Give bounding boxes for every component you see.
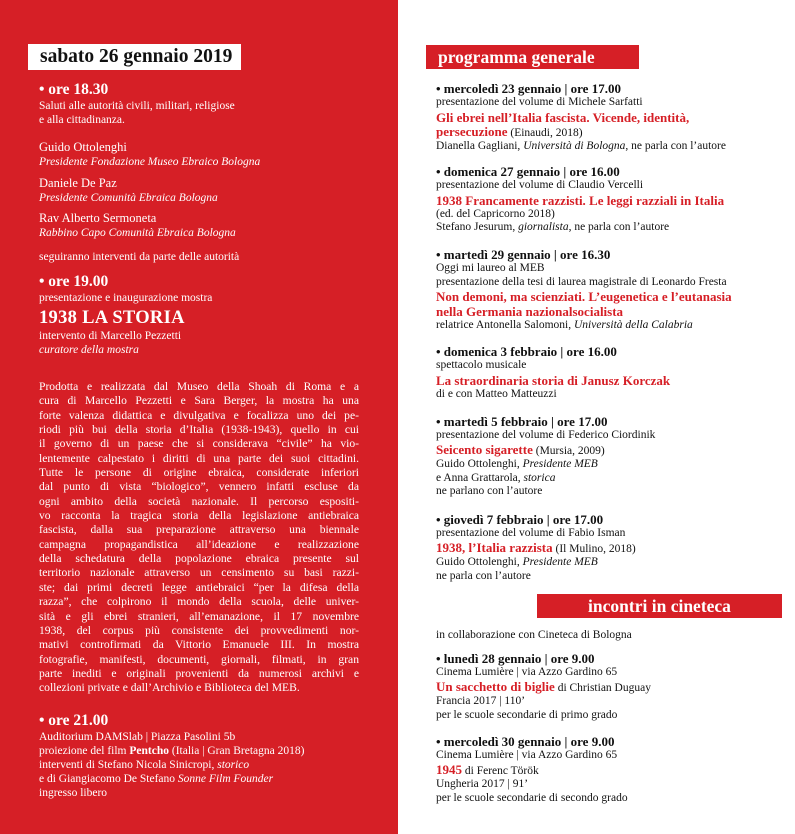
paragraph-line: ogni ambito della società nazionale. Il percorso espositi- xyxy=(39,494,359,508)
exhibit-description xyxy=(39,380,359,696)
event-desc: presentazione del volume di Fabio Isman xyxy=(436,527,626,539)
audience: per le scuole secondarie di primo grado xyxy=(436,708,618,721)
paragraph-line: fascista, dalla sua preparazione attraverso una biennale xyxy=(39,523,359,537)
event-title: Seicento sigarette xyxy=(436,441,533,457)
event-date: • lunedì 28 gennaio | ore 9.00 xyxy=(436,651,595,666)
event-title: 1938, l’Italia razzista xyxy=(436,539,553,555)
paragraph-line: cura di Marcello Pezzetti e Sara Berger, la mostra ha una xyxy=(39,394,359,408)
speaker-line: relatrice Antonella Salomoni, Università della Calabria xyxy=(436,319,693,332)
event-1830 xyxy=(39,81,235,127)
venue: Cinema Lumière | via Azzo Gardino 65 xyxy=(436,749,618,761)
event-item: • martedì 5 febbraio | ore 17.00 presentazione del volume di Federico Ciordinik Seicento sigarette (Mursia, 2009) Guido Ottolenghi, Presidente MEB e Anna Grattarola, storica ne parlano con l’autore xyxy=(436,414,786,499)
cinema-intro: in collaborazione con Cineteca di Bologna xyxy=(436,629,632,641)
paragraph-line: vo racconta la tragica storia della legislazione antiebraica xyxy=(39,509,359,523)
cinema-event: • lunedì 28 gennaio | ore 9.00 Cinema Lumière | via Azzo Gardino 65 Un sacchetto di biglie di Christian Duguay Francia 2017 | 110’ per le scuole secondarie di primo grado xyxy=(436,651,786,722)
film-info: Francia 2017 | 110’ xyxy=(436,695,526,708)
cinema-event: • mercoledì 30 gennaio | ore 9.00 Cinema Lumière | via Azzo Gardino 65 1945 di Ferenc Török Ungheria 2017 | 91’ per le scuole secondarie di secondo grado xyxy=(436,734,786,805)
event-desc: e alla cittadinanza. xyxy=(39,114,125,126)
speaker-3 xyxy=(39,211,236,240)
speaker-line: Guido Ottolenghi, Presidente MEB xyxy=(436,556,598,569)
event-title: Gli ebrei nell’Italia fascista. Vicende, identità, xyxy=(436,109,690,125)
paragraph-line: campagna propagandistica all’ideazione e realizzazione xyxy=(39,537,359,551)
speaker-name: Guido Ottolenghi xyxy=(39,140,127,154)
entry-note: ingresso libero xyxy=(39,787,108,799)
event-date: • giovedì 7 febbraio | ore 17.00 xyxy=(436,512,604,527)
paragraph-line: lentemente calpestato i diritti di una parte dei suoi cittadini. xyxy=(39,451,359,465)
paragraph-line: fotografie, manifesti, documenti, giornali, filmati, in gran xyxy=(39,652,359,666)
speaker-1 xyxy=(39,140,260,169)
speaker-role: Presidente Comunità Ebraica Bologna xyxy=(39,192,218,204)
film-title: Un sacchetto di biglie xyxy=(436,678,555,694)
event-date: • mercoledì 30 gennaio | ore 9.00 xyxy=(436,734,615,749)
speaker-line: Guido Ottolenghi, Presidente MEB xyxy=(436,458,598,471)
paragraph-line: della schedatura della popolazione ebraica presente sul xyxy=(39,552,359,566)
paragraph-line: dal punto di vista “biologico”, vennero infatti escluse da xyxy=(39,480,359,494)
event-desc: ne parlano con l’autore xyxy=(436,485,543,498)
date-header: sabato 26 gennaio 2019 xyxy=(28,44,241,70)
speaker-line: e Anna Grattarola, storica xyxy=(436,471,556,484)
event-1900 xyxy=(39,273,212,357)
event-title: nella Germania nazionalsocialista xyxy=(436,304,624,320)
event-title: Non demoni, ma scienziati. L’eugenetica e l’eutanasia xyxy=(436,289,732,305)
paragraph-line: razza”, che colpirono il mondo della scuola, delle univer- xyxy=(39,595,359,609)
event-title: persecuzione xyxy=(436,123,508,139)
film-line: proiezione del film Pentcho (Italia | Gran Bretagna 2018) xyxy=(39,745,305,757)
follow-note: seguiranno interventi da parte delle autorità xyxy=(39,251,240,263)
film-title: 1945 xyxy=(436,761,462,777)
speaker-name: Daniele De Paz xyxy=(39,176,117,190)
paragraph-line: collezioni private e dall’Archivio e Biblioteca del MEB. xyxy=(39,681,300,695)
event-desc: Oggi mi laureo al MEB xyxy=(436,262,545,274)
event-date: • domenica 27 gennaio | ore 16.00 xyxy=(436,164,620,179)
speaker-role: curatore della mostra xyxy=(39,344,139,356)
speaker-line: Dianella Gagliani, Università di Bologna, ne parla con l’autore xyxy=(436,140,726,153)
speaker-name: Rav Alberto Sermoneta xyxy=(39,211,157,225)
event-date: • domenica 3 febbraio | ore 16.00 xyxy=(436,344,617,359)
event-item: • mercoledì 23 gennaio | ore 17.00 presentazione del volume di Michele Sarfatti Gli ebrei nell’Italia fascista. Vicende, identità, persecuzione (Einaudi, 2018) Dianella Gagliani, Università di Bologna, ne parla con l’autore xyxy=(436,81,786,154)
event-item xyxy=(436,164,786,235)
event-desc: spettacolo musicale xyxy=(436,359,527,371)
paragraph-line: il governo di un paese che si considerava “civile” ha vio- xyxy=(39,437,359,451)
venue: Cinema Lumière | via Azzo Gardino 65 xyxy=(436,666,618,678)
event-2100 xyxy=(39,712,304,800)
paragraph-line: Prodotta e realizzata dal Museo della Shoah di Roma e a xyxy=(39,380,359,393)
time-label: • ore 18.30 xyxy=(39,81,109,98)
event-date: • martedì 5 febbraio | ore 17.00 xyxy=(436,414,608,429)
speaker-line: intervento di Marcello Pezzetti xyxy=(39,330,182,342)
time-label: • ore 21.00 xyxy=(39,712,109,729)
event-title: La straordinaria storia di Janusz Korczak xyxy=(436,372,671,388)
paragraph-line: sità e gli ebrei stranieri, all’emanazione, il 17 novembre xyxy=(39,609,359,623)
film-info: Ungheria 2017 | 91’ xyxy=(436,778,529,791)
event-item xyxy=(436,344,786,401)
event-date: • mercoledì 23 gennaio | ore 17.00 xyxy=(436,81,621,96)
paragraph-line: riodi più bui della storia d’Italia (1938-1943), quello in cui xyxy=(39,423,359,437)
event-desc: presentazione della tesi di laurea magistrale di Leonardo Fresta xyxy=(436,275,727,288)
event-desc: presentazione e inaugurazione mostra xyxy=(39,292,213,304)
program-title: programma generale xyxy=(426,45,639,69)
speaker-role: Presidente Fondazione Museo Ebraico Bologna xyxy=(39,156,261,168)
paragraph-line: mativi controfirmati da Vittorio Emanuele III. In mostra xyxy=(39,638,359,652)
event-desc: presentazione del volume di Claudio Vercelli xyxy=(436,179,644,191)
event-item xyxy=(436,247,786,333)
paragraph-line: ste; dai primi decreti legge antiebraici “per la difesa della xyxy=(39,580,359,594)
audience: per le scuole secondarie di secondo grado xyxy=(436,791,628,804)
event-date: • martedì 29 gennaio | ore 16.30 xyxy=(436,247,611,262)
film-title: Pentcho xyxy=(129,745,169,757)
speaker-line: Stefano Jesurum, giornalista, ne parla con l’autore xyxy=(436,221,670,234)
venue: Auditorium DAMSlab | Piazza Pasolini 5b xyxy=(39,731,236,743)
event-desc: di e con Matteo Matteuzzi xyxy=(436,387,557,400)
event-desc: presentazione del volume di Federico Ciordinik xyxy=(436,429,656,441)
speaker-2 xyxy=(39,176,218,205)
event-title: 1938 Francamente razzisti. Le leggi razziali in Italia xyxy=(436,192,725,208)
event-desc: Saluti alle autorità civili, militari, religiose xyxy=(39,100,235,112)
paragraph-line: 1938, del corpus più consistente dei provvedimenti nor- xyxy=(39,623,359,637)
event-item: • giovedì 7 febbraio | ore 17.00 presentazione del volume di Fabio Isman 1938, l’Italia razzista (Il Mulino, 2018) Guido Ottolenghi, Presidente MEB ne parla con l’autore xyxy=(436,512,786,583)
event-desc: ne parla con l’autore xyxy=(436,569,531,582)
exhibit-title: 1938 LA STORIA xyxy=(39,308,185,328)
event-desc: presentazione del volume di Michele Sarfatti xyxy=(436,96,643,108)
paragraph-line: Tutte le persone di origine ebraica, considerate inferiori xyxy=(39,466,359,480)
speaker-line: e di Giangiacomo De Stefano Sonne Film Founder xyxy=(39,773,274,785)
time-label: • ore 19.00 xyxy=(39,273,109,290)
paragraph-line: territorio nazionale attraverso un censimento su basi razzi- xyxy=(39,566,359,580)
right-panel xyxy=(398,0,795,834)
paragraph-line: forte valenza didattica e divulgativa e focalizza uno dei pe- xyxy=(39,408,359,422)
speaker-role: Rabbino Capo Comunità Ebraica Bologna xyxy=(39,227,236,239)
paragraph-line: parte inediti e originali provenienti da numerosi archivi e xyxy=(39,666,359,680)
cinema-title: incontri in cineteca xyxy=(537,594,782,618)
speaker-line: interventi di Stefano Nicola Sinicropi, storico xyxy=(39,759,250,771)
event-desc: (ed. del Capricorno 2018) xyxy=(436,207,555,220)
